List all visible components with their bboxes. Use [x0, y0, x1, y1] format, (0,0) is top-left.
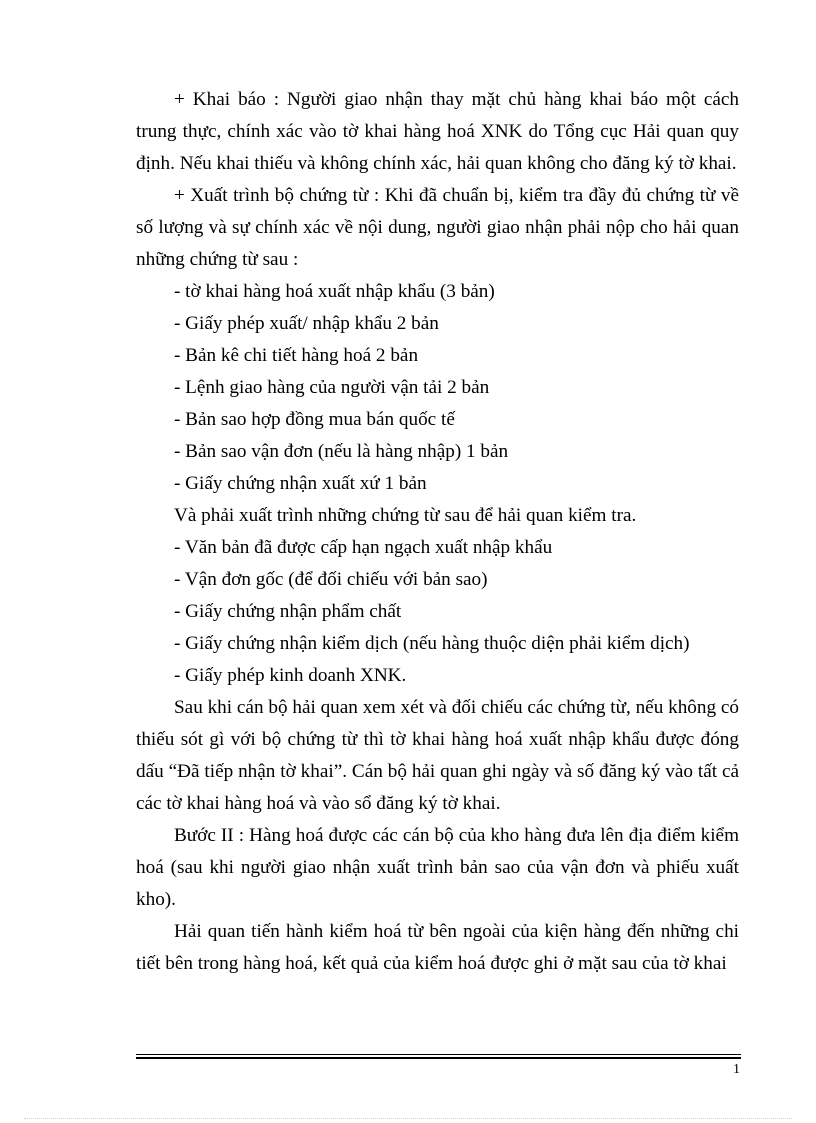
- submit-documents-list: [136, 276, 739, 500]
- footer-divider: [136, 1054, 741, 1055]
- footer-divider-double: [136, 1057, 741, 1059]
- paragraph-khai-bao: + Khai báo : Người giao nhận thay mặt chủ hàng khai báo một cách trung thực, chính xác vào tờ khai hàng hoá XNK do Tổng cục Hải quan quy định. Nếu khai thiếu và không chính xác, hải quan không cho đăng ký tờ khai.: [136, 89, 739, 174]
- list-item: - Giấy phép xuất/ nhập khẩu 2 bản: [174, 313, 439, 334]
- list-item: - Giấy phép kinh doanh XNK.: [174, 665, 407, 686]
- list-item: - Bản sao vận đơn (nếu là hàng nhập) 1 bản: [174, 441, 509, 462]
- list-item: - Giấy chứng nhận kiểm dịch (nếu hàng thuộc diện phải kiểm dịch): [174, 633, 690, 654]
- list-item: - Giấy chứng nhận phẩm chất: [174, 601, 402, 622]
- list-item: - Văn bản đã được cấp hạn ngạch xuất nhập khẩu: [174, 537, 553, 558]
- list-item: - Vận đơn gốc (để đối chiếu với bản sao): [174, 569, 488, 590]
- present-intro: Và phải xuất trình những chứng từ sau để hải quan kiểm tra.: [174, 505, 637, 526]
- page-edge-dotted-line: [24, 1118, 792, 1119]
- paragraph-kiem-hoa: Hải quan tiến hành kiểm hoá từ bên ngoài của kiện hàng đến những chi tiết bên trong hàng hoá, kết quả của kiểm hoá được ghi ở mặt sau của tờ khai: [136, 921, 739, 974]
- list-item: - tờ khai hàng hoá xuất nhập khẩu (3 bản): [174, 281, 495, 302]
- list-item: - Lệnh giao hàng của người vận tải 2 bản: [174, 377, 490, 398]
- document-body: [136, 84, 739, 980]
- paragraph-xuat-trinh: + Xuất trình bộ chứng từ : Khi đã chuẩn bị, kiểm tra đầy đủ chứng từ về số lượng và sự chính xác về nội dung, người giao nhận phải nộp cho hải quan những chứng từ sau :: [136, 185, 739, 270]
- paragraph-buoc-ii: Bước II : Hàng hoá được các cán bộ của kho hàng đưa lên địa điểm kiểm hoá (sau khi người giao nhận xuất trình bản sao của vận đơn và phiếu xuất kho).: [136, 825, 739, 910]
- page-number: 1: [733, 1062, 740, 1077]
- list-item: - Giấy chứng nhận xuất xứ 1 bản: [174, 473, 427, 494]
- present-documents-list: [136, 532, 739, 692]
- list-item: - Bản kê chi tiết hàng hoá 2 bản: [174, 345, 419, 366]
- paragraph-sau-khi: Sau khi cán bộ hải quan xem xét và đối chiếu các chứng từ, nếu không có thiếu sót gì với bộ chứng từ thì tờ khai hàng hoá xuất nhập khẩu được đóng dấu “Đã tiếp nhận tờ khai”. Cán bộ hải quan ghi ngày và số đăng ký vào tất cả các tờ khai hàng hoá và vào sổ đăng ký tờ khai.: [136, 697, 739, 814]
- list-item: - Bản sao hợp đồng mua bán quốc tế: [174, 409, 455, 430]
